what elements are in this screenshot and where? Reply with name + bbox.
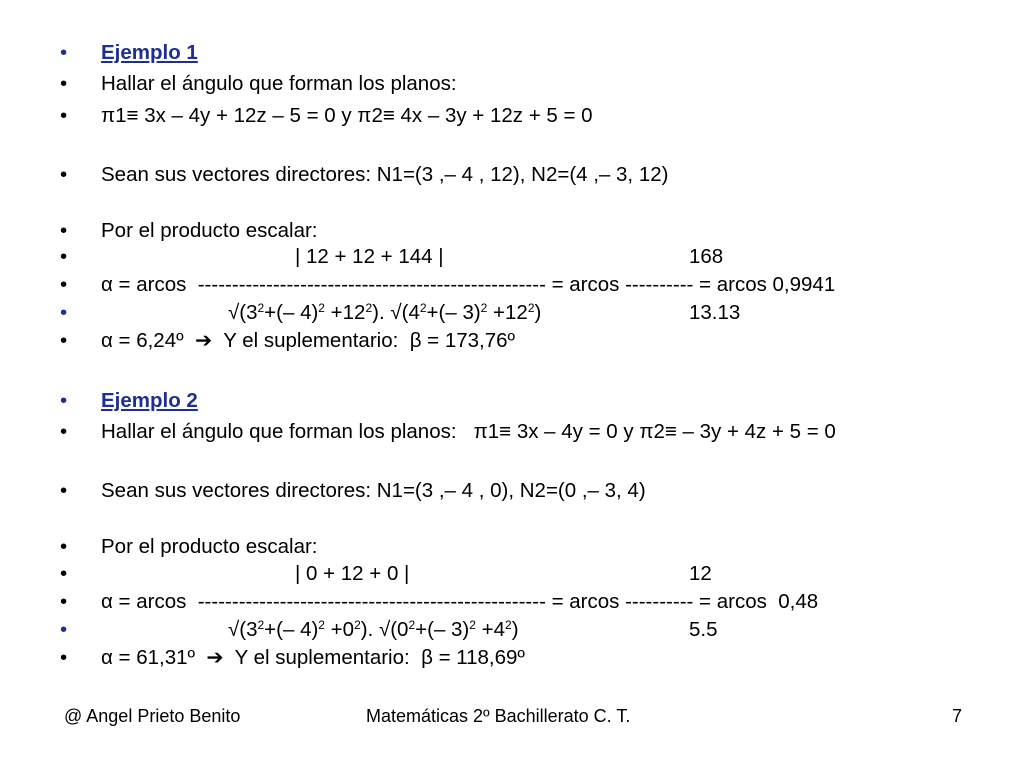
footer-author: @ Angel Prieto Benito bbox=[64, 706, 241, 726]
bullet: • bbox=[60, 329, 68, 352]
ex2-heading: Ejemplo 2 bbox=[101, 389, 198, 412]
bullet: • bbox=[60, 301, 68, 324]
ex1-planes: π1≡ 3x – 4y + 12z – 5 = 0 y π2≡ 4x – 3y + 12z + 5 = 0 bbox=[101, 104, 593, 127]
ex2-vectors: Sean sus vectores directores: N1=(3 ,– 4 , 0), N2=(0 ,– 3, 4) bbox=[101, 479, 646, 502]
bullet: • bbox=[60, 618, 68, 641]
ex1-formula-line bbox=[0, 270, 836, 300]
ex1-numerator-line bbox=[0, 242, 724, 272]
ex1-formula: α = arcos --------------------------------------------------- = arcos ---------- = arcos 0,9941 bbox=[101, 273, 836, 296]
ex1-denominator: $√(3^2+(-$ $4)^2 +12^2$). $√(4^2+(-$ $3)^2 +12^2$) bbox=[228, 301, 542, 324]
bullet: • bbox=[60, 646, 68, 669]
bullet: • bbox=[60, 163, 68, 186]
bullet: • bbox=[60, 420, 68, 443]
ex2-statement: Hallar el ángulo que forman los planos: π1≡ 3x – 4y = 0 y π2≡ – 3y + 4z + 5 = 0 bbox=[101, 420, 836, 443]
bullet: • bbox=[60, 479, 68, 502]
ex2-heading-line bbox=[0, 386, 198, 416]
ex2-numerator: | 0 + 12 + 0 | bbox=[295, 562, 410, 585]
bullet: • bbox=[60, 41, 68, 64]
ex2-result: α = 61,31º ➔ Y el suplementario: β = 118,69º bbox=[101, 646, 525, 669]
bullet: • bbox=[60, 273, 68, 296]
ex1-denominator-line bbox=[0, 298, 741, 328]
bullet: • bbox=[60, 104, 68, 127]
ex2-product: Por el producto escalar: bbox=[101, 535, 318, 558]
bullet: • bbox=[60, 245, 68, 268]
ex2-numerator-line bbox=[0, 559, 712, 589]
ex1-result-line bbox=[0, 326, 516, 356]
ex2-statement-line bbox=[0, 417, 836, 447]
ex1-result: α = 6,24º ➔ Y el suplementario: β = 173,76º bbox=[101, 329, 516, 352]
bullet: • bbox=[60, 219, 68, 242]
ex2-denominator: $√(3^2+(-$ $4)^2 +0^2$). $√(0^2+(-$ $3)^2 +4^2$) bbox=[228, 618, 519, 641]
ex1-den-value: 13.13 bbox=[689, 301, 741, 324]
ex1-heading-line bbox=[0, 38, 198, 68]
ex2-result-line bbox=[0, 643, 525, 673]
ex1-vectors: Sean sus vectores directores: N1=(3 ,– 4 , 12), N2=(4 ,– 3, 12) bbox=[101, 163, 669, 186]
ex1-heading: Ejemplo 1 bbox=[101, 41, 198, 64]
ex2-denominator-line bbox=[0, 615, 718, 645]
bullet: • bbox=[60, 535, 68, 558]
footer-course: Matemáticas 2º Bachillerato C. T. bbox=[366, 706, 631, 726]
ex1-num-value: 168 bbox=[689, 245, 724, 268]
bullet: • bbox=[60, 72, 68, 95]
ex1-planes-line bbox=[0, 101, 593, 131]
ex1-numerator: | 12 + 12 + 144 | bbox=[295, 245, 444, 268]
bullet: • bbox=[60, 562, 68, 585]
ex2-den-value: 5.5 bbox=[689, 618, 718, 641]
ex2-num-value: 12 bbox=[689, 562, 712, 585]
ex2-formula-line bbox=[0, 587, 819, 617]
ex2-vectors-line bbox=[0, 476, 646, 506]
ex1-product: Por el producto escalar: bbox=[101, 219, 318, 242]
footer-page-number: 7 bbox=[952, 706, 963, 726]
ex2-formula: α = arcos --------------------------------------------------- = arcos ---------- = arcos 0,48 bbox=[101, 590, 819, 613]
bullet: • bbox=[60, 590, 68, 613]
bullet: • bbox=[60, 389, 68, 412]
ex1-vectors-line bbox=[0, 160, 669, 190]
ex2-product-line bbox=[0, 532, 318, 562]
ex1-statement: Hallar el ángulo que forman los planos: bbox=[101, 72, 457, 95]
ex1-statement-line bbox=[0, 69, 457, 99]
